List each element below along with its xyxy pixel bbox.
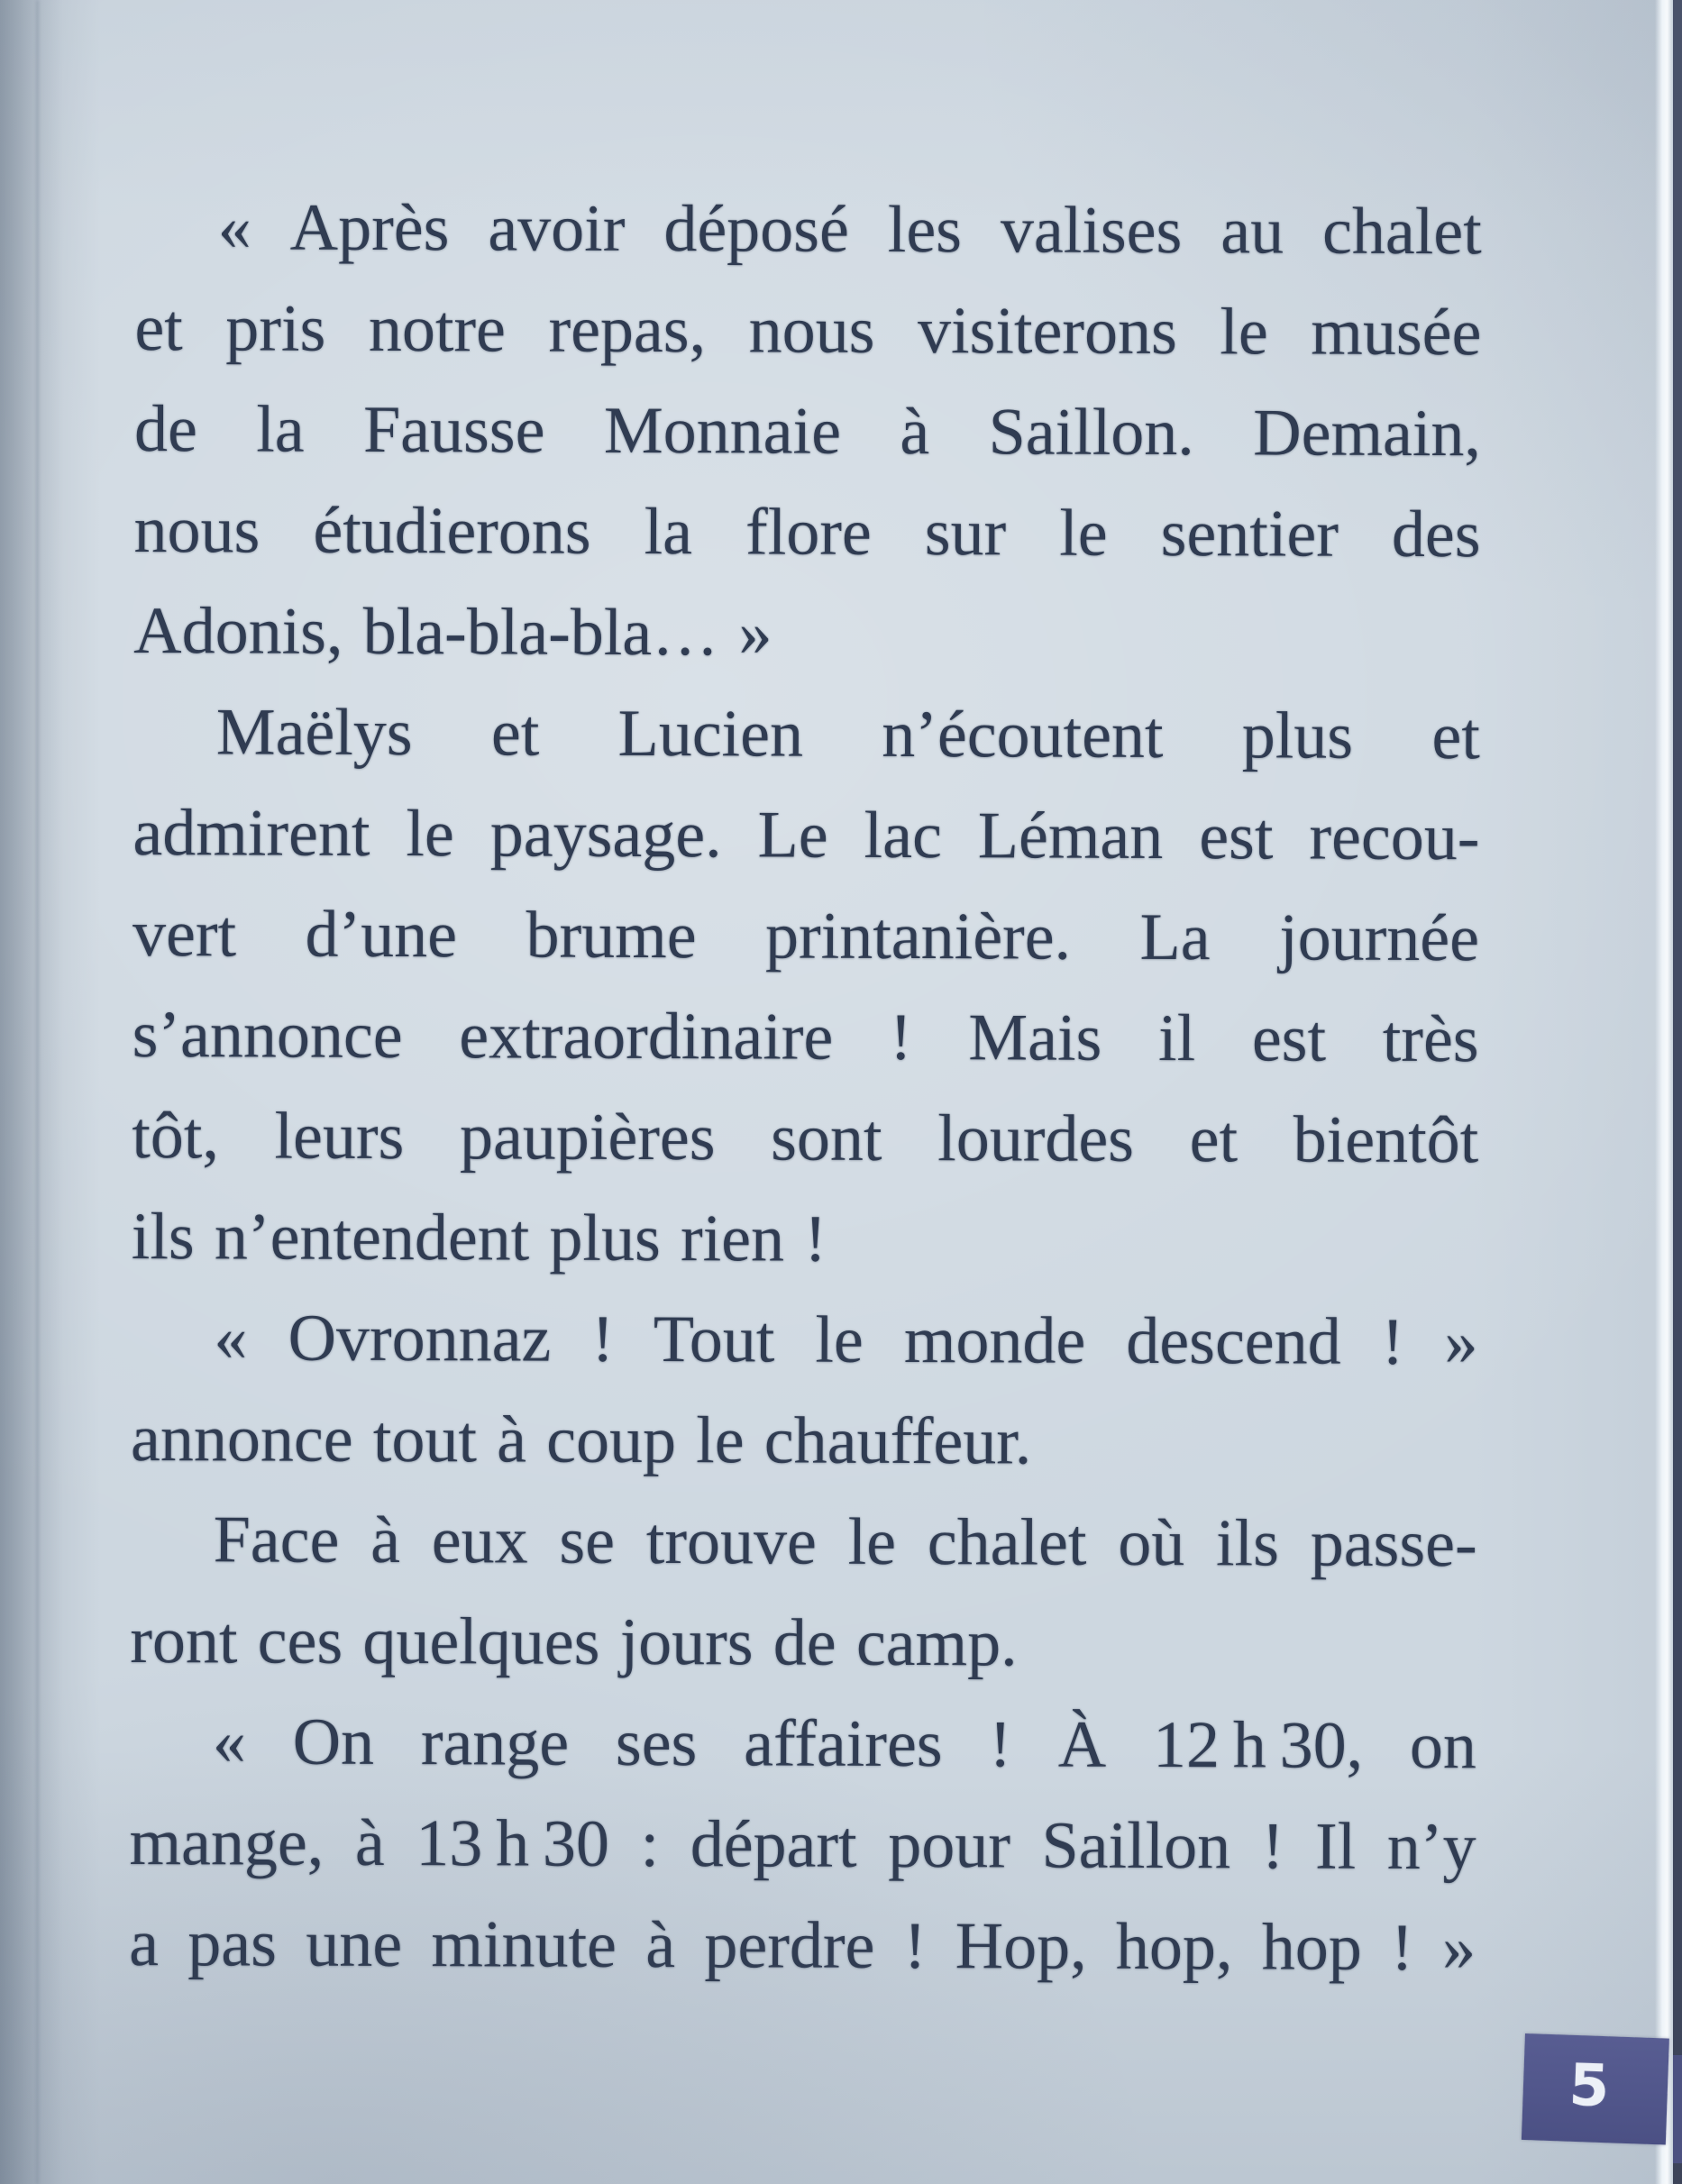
text-line: « Après avoir déposé les valises au chalet [217,190,1482,270]
text-block [129,177,1482,1998]
page-fore-edge [1655,0,1673,2184]
text-line: Adonis, bla-bla-bla… » [133,593,772,671]
text-line: Face à eux se trouve le chalet où ils passe- [213,1503,1477,1582]
text-line: « On range ses affaires ! À 12 h 30, on [212,1704,1477,1784]
text-line: mange, à 13 h 30 : départ pour Saillon ! Il n’y [129,1805,1476,1885]
text-line: tôt, leurs paupières sont lourdes et bientôt [132,1098,1479,1178]
book-edge-shadow [1673,0,1682,2184]
text-line: nous étudierons la flore sur le sentier des [133,492,1481,572]
text-line: de la Fausse Monnaie à Saillon. Demain, [133,391,1482,471]
text-line: s’annonce extraordinaire ! Mais il est très [132,997,1479,1077]
gutter-shadow [0,0,63,2184]
text-line: vert d’une brume printanière. La journée [132,896,1480,976]
gutter-crease [36,0,39,2184]
text-line: a pas une minute à perdre ! Hop, hop, hop ! » [129,1905,1476,1986]
badge-ink-on-edge [1673,2055,1682,2163]
text-line: annonce tout à coup le chauffeur. [130,1401,1032,1479]
text-line: admirent le paysage. Le lac Léman est recou- [133,795,1480,875]
text-line: Maëlys et Lucien n’écoutent plus et [215,695,1480,774]
text-line: ils n’entendent plus rien ! [131,1199,827,1276]
text-line: et pris notre repas, nous visiterons le musée [134,290,1482,370]
text-line: « Ovronnaz ! Tout le monde descend ! » [214,1301,1478,1380]
page-number-badge [1522,2033,1669,2145]
page-number: 5 [1568,2051,1611,2121]
text-line: ront ces quelques jours de camp. [130,1603,1018,1681]
